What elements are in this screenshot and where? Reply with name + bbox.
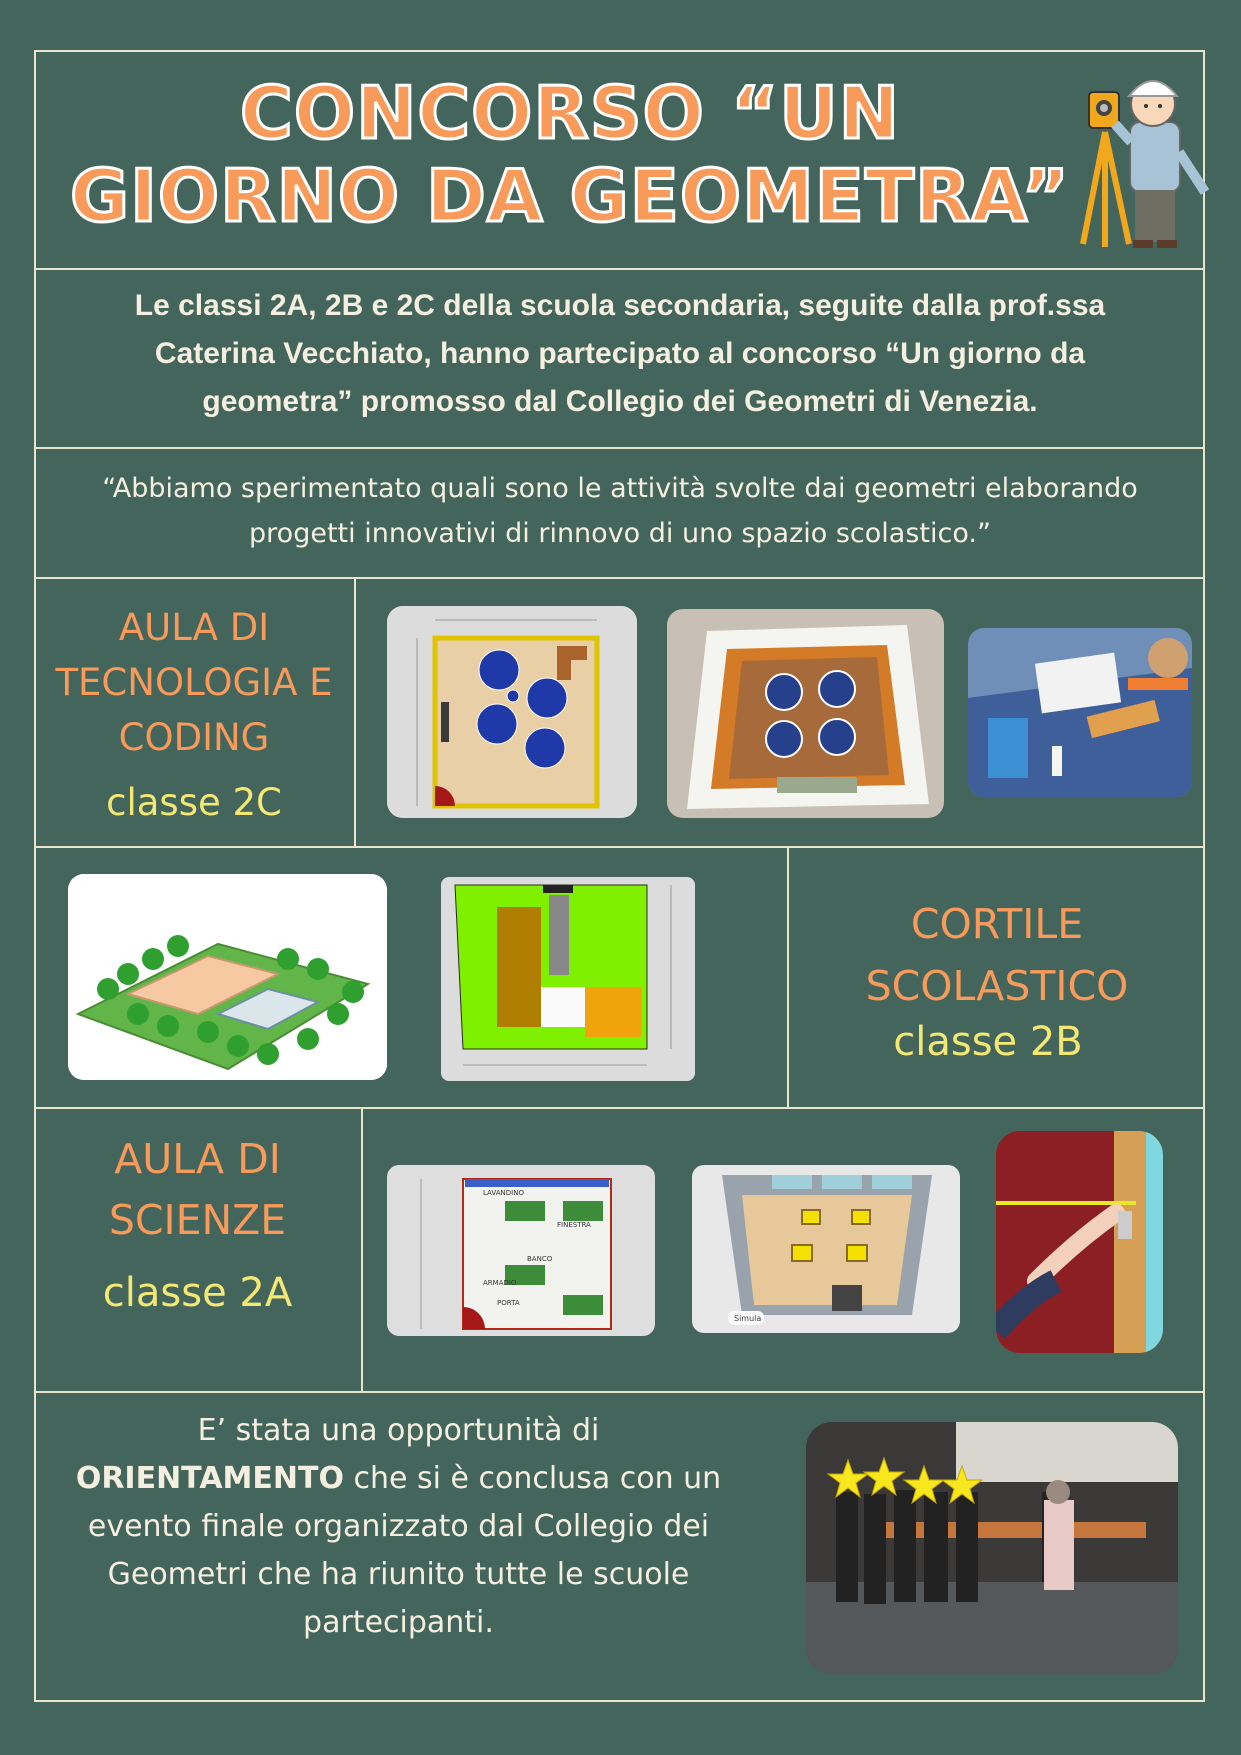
quote-text <box>46 466 1194 556</box>
section-scienze-class: classe 2A <box>102 1270 293 1316</box>
section-scienze-label <box>36 1129 359 1251</box>
section-label-line: CORTILE <box>910 900 1084 948</box>
divider <box>34 1107 1205 1109</box>
cortile-plan-image <box>441 877 695 1081</box>
title-line-2: GIORNO DA GEOMETRA” <box>70 154 1070 238</box>
orientamento-highlight: ORIENTAMENTO <box>75 1461 344 1496</box>
intro-text <box>50 282 1190 426</box>
cortile-3d-model-image <box>68 874 387 1080</box>
divider <box>354 577 356 846</box>
final-line-4: Geometri che ha riunito tutte le scuole <box>107 1557 690 1592</box>
divider <box>34 577 1205 579</box>
page-title <box>40 72 1100 238</box>
section-label-line: SCIENZE <box>108 1196 287 1244</box>
title-line-1: CONCORSO “UN <box>240 71 900 155</box>
floorplan-label: ARMADIO <box>483 1279 517 1287</box>
section-tecnologia-class: classe 2C <box>106 781 282 824</box>
intro-line-1: Le classi 2A, 2B e 2C della scuola secondaria, seguite dalla prof.ssa <box>134 289 1106 322</box>
section-cortile-label <box>790 893 1204 1017</box>
divider <box>34 1391 1205 1393</box>
section-label-line: AULA DI <box>118 606 270 649</box>
floorplan-scienze-image <box>387 1165 655 1336</box>
final-line-2-rest: che si è conclusa con un <box>343 1461 722 1496</box>
section-cortile-class: classe 2B <box>893 1019 1083 1065</box>
quote-line-2: progetti innovativi di rinnovo di uno spazio scolastico.” <box>249 518 991 549</box>
door-measuring-photo <box>996 1131 1163 1353</box>
section-label-line: AULA DI <box>114 1135 281 1183</box>
final-line-5: partecipanti. <box>303 1605 494 1640</box>
floorplan-label: BANCO <box>527 1255 553 1263</box>
surveyor-illustration <box>1075 62 1215 252</box>
intro-line-2: Caterina Vecchiato, hanno partecipato al concorso “Un giorno da <box>154 337 1086 370</box>
simula-label: Simula <box>734 1314 762 1323</box>
intro-line-3: geometra” promosso dal Collegio dei Geometri di Venezia. <box>202 385 1038 418</box>
divider <box>787 846 789 1107</box>
students-tecnologia-photo <box>968 628 1192 797</box>
floorplan-label: FINESTRA <box>557 1221 591 1229</box>
section-label-line: CODING <box>118 716 270 759</box>
section-label-line: SCOLASTICO <box>865 962 1129 1010</box>
final-event-photo <box>806 1422 1178 1674</box>
section-label-line: TECNOLOGIA E <box>55 661 333 704</box>
final-text <box>46 1407 751 1647</box>
section-tecnologia-label <box>36 600 352 765</box>
final-line-3: evento finale organizzato dal Collegio dei <box>87 1509 710 1544</box>
divider <box>34 268 1205 270</box>
model-tecnologia-image <box>667 609 944 818</box>
divider <box>34 846 1205 848</box>
final-line-2 <box>46 1455 751 1503</box>
floorplan-tecnologia-image <box>387 606 637 818</box>
divider <box>361 1107 363 1391</box>
floorplan-label: LAVANDINO <box>483 1189 524 1197</box>
model-scienze-3d-image <box>692 1165 960 1333</box>
floorplan-label: PORTA <box>497 1299 520 1307</box>
quote-line-1: “Abbiamo sperimentato quali sono le attività svolte dai geometri elaborando <box>102 473 1138 504</box>
divider <box>34 447 1205 449</box>
final-line-1: E’ stata una opportunità di <box>197 1413 600 1448</box>
